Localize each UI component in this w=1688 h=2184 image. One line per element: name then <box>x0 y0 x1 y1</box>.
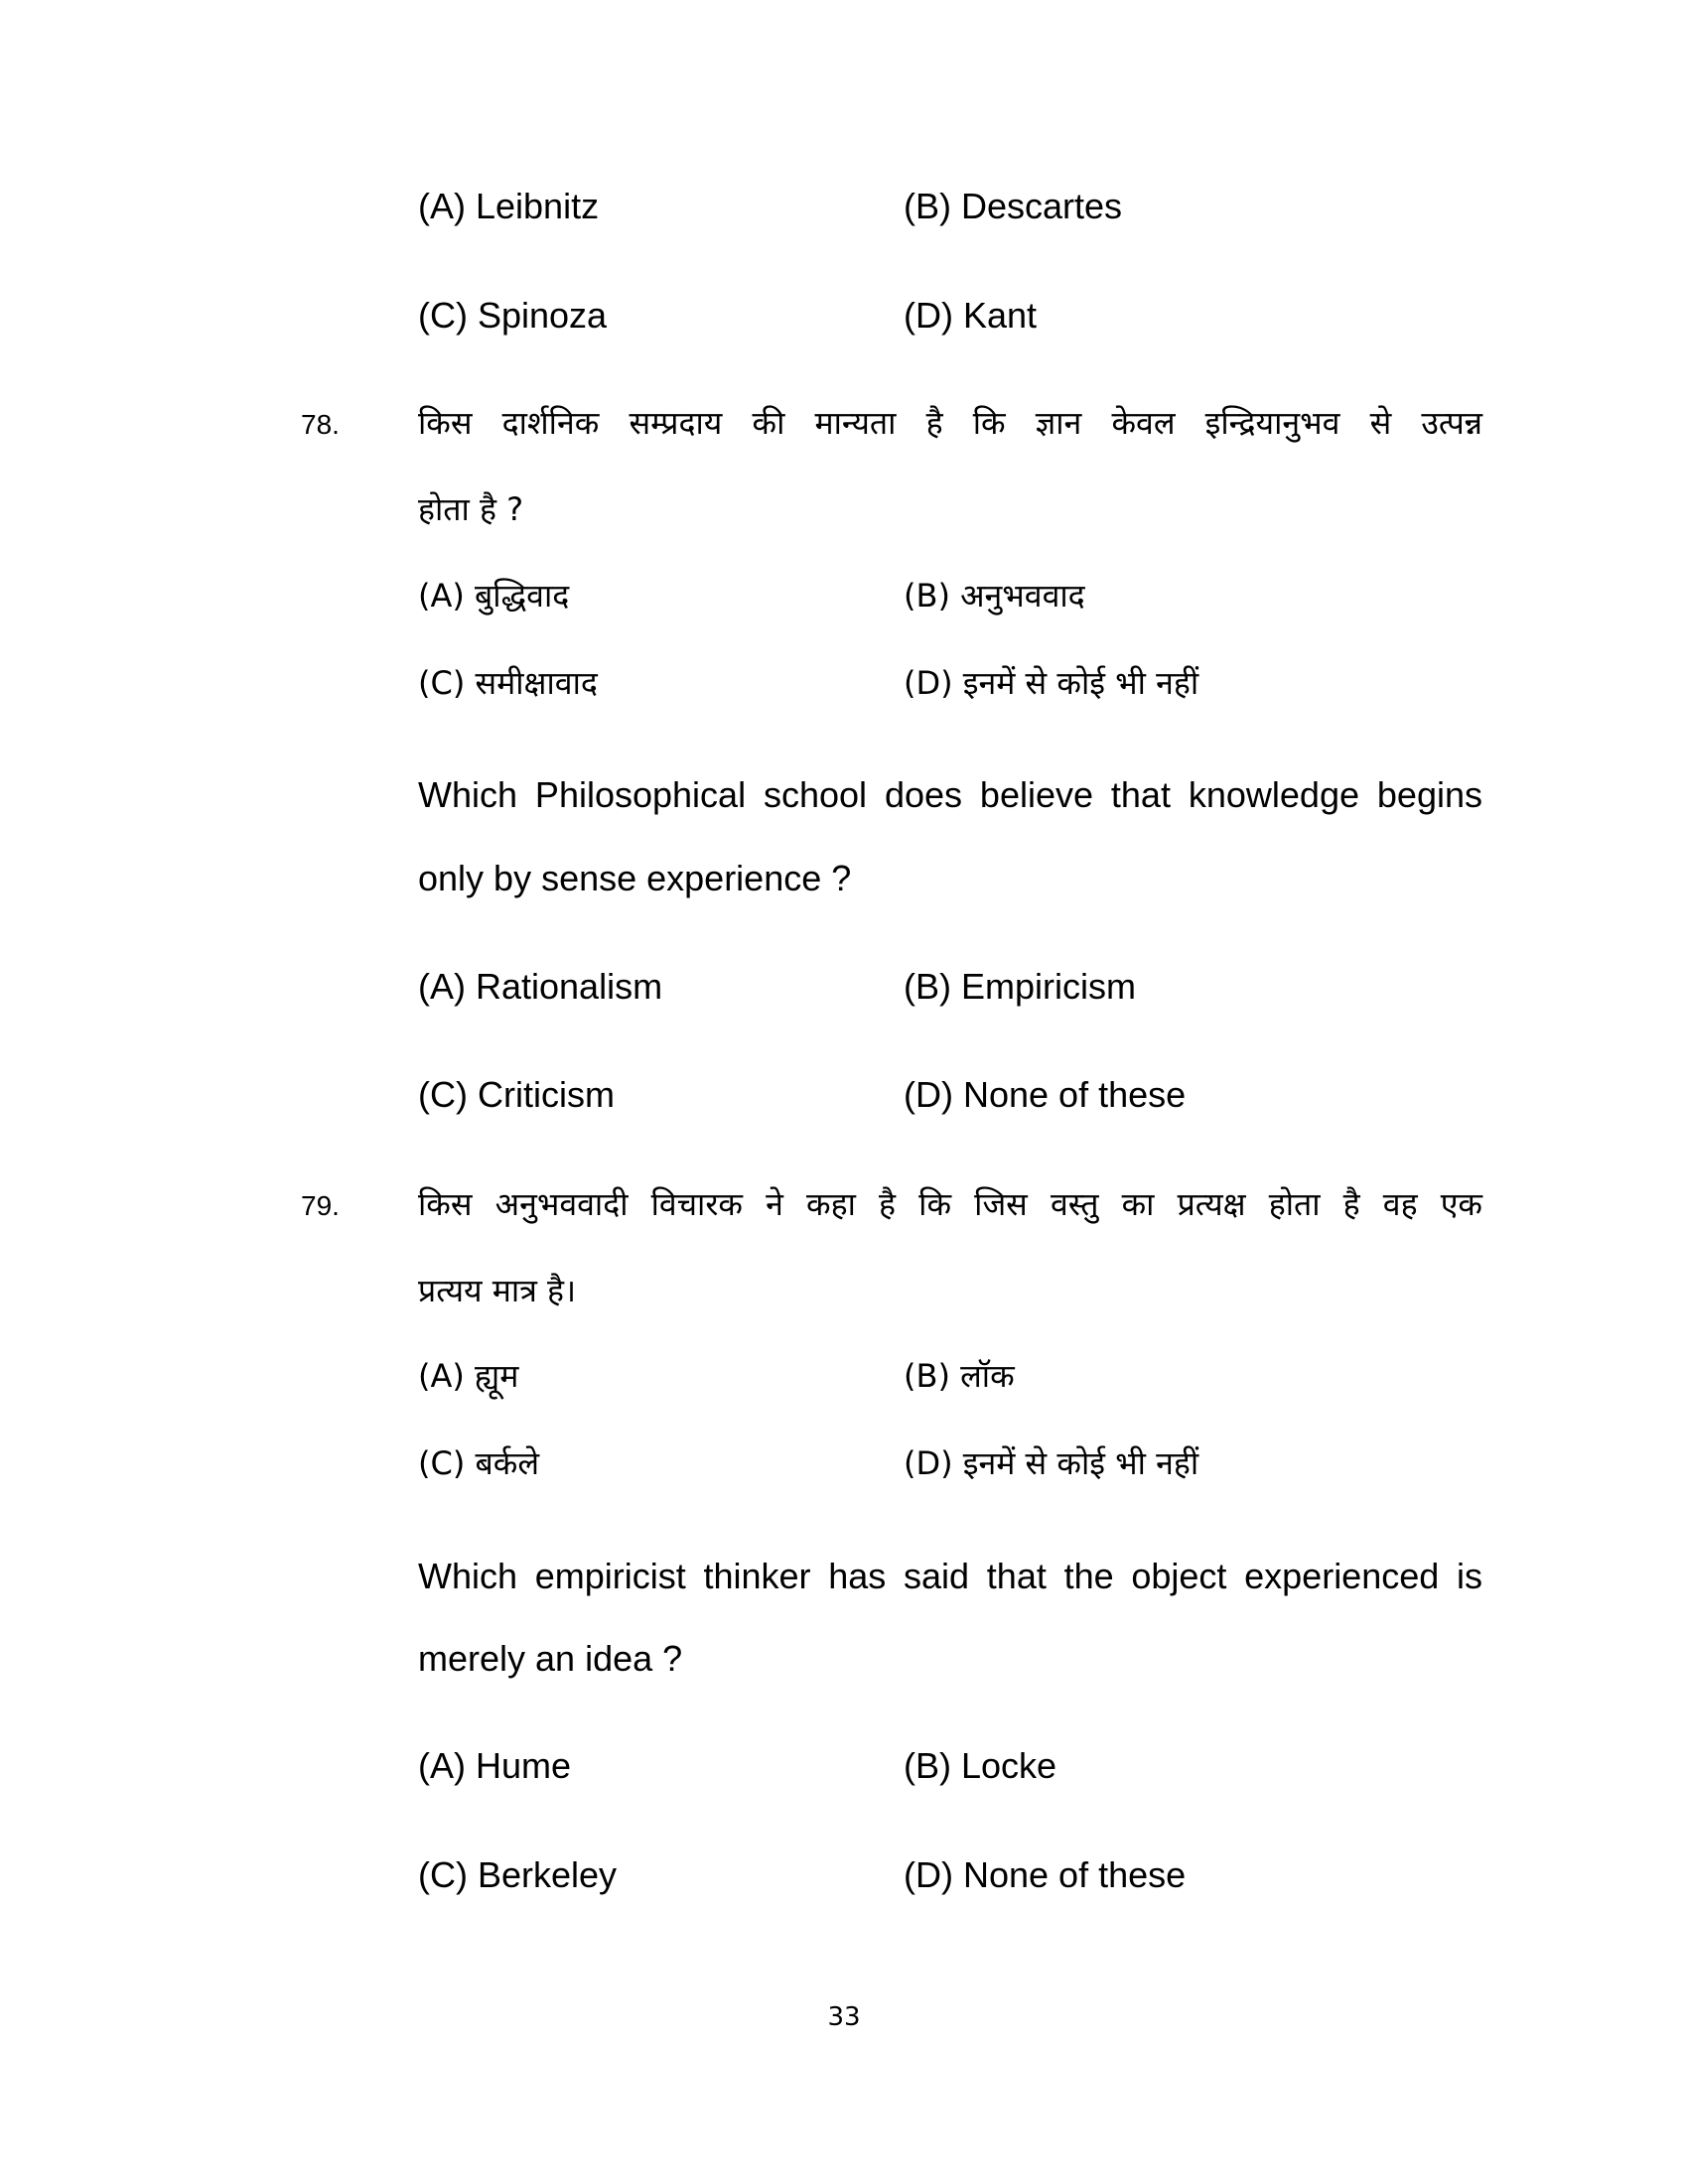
option-d-hindi: (D) इनमें से कोई भी नहीं <box>904 664 1199 702</box>
option-d-hindi: (D) इनमें से कोई भी नहीं <box>904 1444 1199 1482</box>
question-hindi-line2: प्रत्यय मात्र है। <box>418 1272 577 1309</box>
option-a-english: (A) Rationalism <box>418 966 663 1007</box>
option-b-hindi: (B) अनुभववाद <box>904 577 1085 614</box>
option-d-english: (D) None of these <box>904 1854 1187 1895</box>
option-c-english: (C) Berkeley <box>418 1854 618 1895</box>
question-english-line2: only by sense experience ? <box>418 858 852 898</box>
question-number: 78. <box>301 409 340 440</box>
question-hindi-line1: किस अनुभववादी विचारक ने कहा है कि जिस वस्तु का प्रत्यक्ष होता है वह एक <box>418 1185 1482 1223</box>
question-english-line1: Which Philosophical school does believe that knowledge begins <box>418 774 1482 815</box>
option-d-kant: (D) Kant <box>904 295 1038 336</box>
option-a-hindi: (A) ह्यूम <box>418 1357 519 1395</box>
option-d-english: (D) None of these <box>904 1074 1187 1115</box>
option-b-hindi: (B) लॉक <box>904 1357 1015 1395</box>
question-hindi-line2: होता है ? <box>418 490 524 528</box>
option-c-english: (C) Criticism <box>418 1074 615 1115</box>
option-c-hindi: (C) समीक्षावाद <box>418 664 598 702</box>
option-a-english: (A) Hume <box>418 1745 572 1786</box>
question-number: 79. <box>301 1190 340 1221</box>
option-c-spinoza: (C) Spinoza <box>418 295 608 336</box>
option-c-hindi: (C) बर्कले <box>418 1444 540 1482</box>
question-english-line1: Which empiricist thinker has said that the object experienced is <box>418 1556 1482 1596</box>
option-b-english: (B) Empiricism <box>904 966 1136 1007</box>
question-hindi-line1: किस दार्शनिक सम्प्रदाय की मान्यता है कि ज्ञान केवल इन्द्रियानुभव से उत्पन्न <box>418 404 1482 442</box>
page-number: 33 <box>827 2002 861 2032</box>
option-b-english: (B) Locke <box>904 1745 1057 1786</box>
option-a-leibnitz: (A) Leibnitz <box>418 186 600 226</box>
option-a-hindi: (A) बुद्धिवाद <box>418 577 570 614</box>
option-b-descartes: (B) Descartes <box>904 186 1123 226</box>
question-english-line2: merely an idea ? <box>418 1638 683 1679</box>
